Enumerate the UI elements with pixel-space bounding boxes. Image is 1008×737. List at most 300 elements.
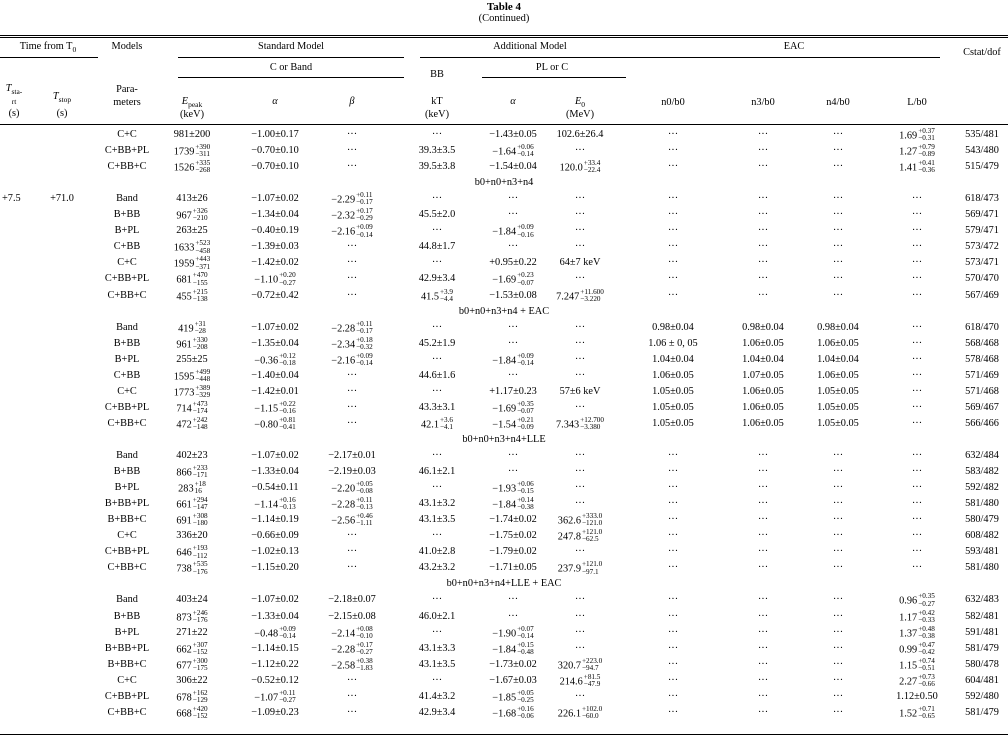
n3-value: 1.06±0.05 (742, 337, 784, 349)
beta-value: ··· (346, 129, 358, 140)
epeak-upper-error: +330 (192, 335, 208, 344)
epeak-lower-error: 16 (194, 487, 202, 496)
epeak-value: 967 (176, 210, 192, 222)
beta-upper-error: +0.17 (356, 207, 373, 216)
alpha2-value: −1.84 (492, 499, 517, 511)
e0-value: ··· (574, 546, 586, 558)
n0-value: 1.05±0.05 (652, 417, 694, 429)
cstat-value: 592/480 (965, 690, 999, 702)
e0-value: ··· (574, 594, 586, 606)
e0-lower-error: −97.1 (581, 567, 599, 576)
epeak-upper-error: +499 (195, 367, 211, 376)
alpha-upper-error: +0.20 (279, 271, 296, 280)
beta-header: β (349, 96, 355, 107)
beta-value: −2.17±0.01 (328, 450, 376, 461)
model-name: B+BB+PL (104, 642, 150, 654)
cell-cstat (902, 418, 1008, 430)
kt-value: ··· (431, 626, 443, 638)
n3-value: ··· (757, 594, 769, 606)
n3-value: ··· (757, 562, 769, 574)
kt-value: 42.9±3.4 (418, 273, 456, 285)
epeak-lower-error: −268 (195, 166, 211, 175)
lb0-value: 0.96 (899, 596, 918, 607)
n4-value: 1.05±0.05 (817, 385, 859, 397)
standard-model-rule (178, 57, 404, 58)
table-title: Table 4 (486, 1, 522, 13)
epeak-upper-error: +326 (192, 207, 208, 216)
n0-value: ··· (667, 514, 679, 526)
alpha2-value: −1.84 (492, 355, 517, 367)
epeak-value: 1633 (173, 242, 195, 254)
epeak-lower-error: −129 (192, 695, 208, 704)
cstat-value: 592/482 (965, 482, 999, 494)
n4-value: ··· (832, 193, 844, 205)
kt-value: 42.1 (420, 419, 439, 431)
cstat-value: 581/479 (965, 706, 999, 718)
beta-value: −2.16 (331, 355, 356, 367)
beta-value: ··· (346, 241, 358, 253)
table-subtitle: (Continued) (478, 13, 530, 24)
n0-value: ··· (667, 610, 679, 622)
beta-value: ··· (346, 690, 358, 702)
lb0-value: 1.69 (899, 130, 918, 142)
cell-cstat (902, 209, 1008, 221)
lb0-upper-error: +0.74 (918, 656, 935, 665)
beta-value: ··· (346, 385, 358, 397)
alpha2-lower-error: −0.07 (517, 407, 534, 416)
model-name: B+BB (113, 209, 141, 221)
cell-cstat (902, 672, 1008, 687)
kt-upper-error: +3.6 (439, 415, 454, 424)
cstat-value: 571/468 (965, 385, 999, 397)
n4-value: ··· (832, 161, 844, 173)
cell-cstat (902, 562, 1008, 574)
cell-cstat (902, 193, 1008, 205)
n3-value: ··· (757, 145, 769, 157)
kt-value: 45.2±1.9 (418, 337, 456, 349)
n0-value: ··· (667, 129, 679, 140)
kt-value: ··· (431, 530, 443, 542)
n0-value: 1.05±0.05 (652, 401, 694, 413)
e0-lower-error: −121.0 (581, 519, 603, 528)
alpha-lower-error: −0.18 (279, 358, 296, 367)
e0-value: ··· (574, 145, 586, 157)
alpha-value: −1.35±0.04 (251, 337, 299, 349)
lb0-upper-error: +0.48 (918, 624, 935, 633)
e0-value: ··· (574, 642, 586, 654)
cstat-header: Cstat/dof (963, 47, 1001, 58)
header-bottom-rule (0, 124, 1008, 125)
epeak-lower-error: −176 (192, 567, 208, 576)
epeak-lower-error: −174 (192, 407, 208, 416)
epeak-value: 1959 (173, 258, 195, 270)
n3-value: ··· (757, 241, 769, 253)
epeak-lower-error: −311 (195, 150, 210, 159)
e0-lower-error: −3.220 (580, 294, 601, 303)
cstat-value: 583/482 (965, 466, 999, 478)
epeak-value: 661 (176, 499, 192, 511)
epeak-lower-error: −152 (192, 647, 208, 656)
beta-upper-error: +0.46 (356, 512, 373, 521)
n4-value: 0.98±0.04 (817, 321, 859, 333)
e0-value: 57±6 keV (559, 385, 601, 397)
cell-cstat (902, 594, 1008, 606)
n3-value: ··· (757, 273, 769, 285)
epeak-upper-error: +470 (192, 271, 208, 280)
e0-value: ··· (574, 321, 586, 333)
alpha2-value: −1.79±0.02 (489, 546, 537, 558)
lb0-value: ··· (911, 482, 923, 494)
beta-lower-error: −0.17 (356, 198, 373, 207)
tstop-value: +71.0 (50, 193, 74, 205)
epeak-upper-error: +294 (192, 496, 208, 505)
lb0-value: ··· (911, 514, 923, 526)
alpha2-value: −1.93 (492, 483, 517, 495)
n0-value: ··· (667, 658, 679, 670)
epeak-upper-error: +335 (195, 159, 211, 168)
beta-lower-error: −0.27 (356, 647, 373, 656)
alpha-value: −0.72±0.42 (251, 289, 299, 301)
tstop-symbol: T (52, 91, 59, 102)
model-name: C+BB+C (107, 562, 147, 574)
model-name: C+BB (113, 241, 141, 253)
cstat-value: 580/478 (965, 658, 999, 670)
kt-value: 44.8±1.7 (418, 241, 456, 253)
beta-upper-error: +0.08 (356, 624, 373, 633)
n4-value: ··· (832, 289, 844, 301)
cstat-value: 569/467 (965, 401, 999, 413)
alpha2-upper-error: +0.07 (517, 624, 534, 633)
kt-upper-error: +3.9 (439, 287, 454, 296)
e0-subscript: 0 (581, 100, 586, 110)
n4-value: ··· (832, 658, 844, 670)
epeak-value: 413±26 (176, 193, 208, 205)
kt-value: ··· (431, 674, 443, 686)
epeak-value: 403±24 (176, 594, 208, 606)
n3-value: ··· (757, 498, 769, 510)
kt-value: ··· (431, 129, 443, 140)
epeak-upper-error: +246 (192, 608, 208, 617)
model-name: C+BB+PL (104, 546, 150, 558)
n4-value: ··· (832, 209, 844, 221)
epeak-upper-error: +193 (192, 544, 208, 553)
model-name: B+BB (113, 337, 141, 349)
alpha2-value: +1.17±0.23 (489, 385, 537, 397)
beta-value: −2.18±0.07 (328, 594, 376, 606)
lb0-lower-error: −0.36 (918, 166, 935, 175)
epeak-value: 981±200 (173, 129, 211, 140)
alpha-value: −0.52±0.12 (251, 674, 299, 686)
kt-value: 39.3±3.5 (418, 145, 456, 157)
cell-cstat (902, 225, 1008, 237)
lb0-lower-error: −0.27 (918, 599, 935, 608)
additional-model-header: Additional Model (493, 41, 567, 52)
alpha-value: −0.54±0.11 (251, 482, 299, 494)
tstart-value: +7.5 (2, 193, 21, 205)
alpha2-lower-error: −0.07 (517, 278, 534, 287)
n4-value: 1.05±0.05 (817, 401, 859, 413)
epeak-value: 866 (176, 467, 192, 479)
cell-cstat (902, 530, 1008, 542)
alpha-upper-error: +0.12 (279, 351, 296, 360)
lb0-value: ··· (911, 321, 923, 333)
n4-value: ··· (832, 241, 844, 253)
lb0-lower-error: −0.66 (918, 679, 935, 688)
epeak-value: 1526 (173, 162, 195, 174)
lb0-value: ··· (911, 209, 923, 221)
n0-value: 1.06±0.05 (652, 369, 694, 381)
tstop-unit: (s) (56, 108, 68, 119)
alpha-value: −1.07±0.02 (251, 594, 299, 606)
c-or-band-header: C or Band (269, 62, 313, 73)
n0-value: ··· (667, 642, 679, 654)
alpha2-value: −1.85 (492, 692, 517, 704)
epeak-upper-error: +307 (192, 640, 208, 649)
lb0-value: 1.37 (899, 628, 918, 640)
cstat-value: 578/468 (965, 353, 999, 365)
e0-value: ··· (574, 450, 586, 461)
lb0-value: 2.27 (899, 676, 918, 688)
n3b0-header: n3/b0 (751, 97, 775, 108)
n4-value: ··· (832, 482, 844, 494)
e0-value: ··· (574, 273, 586, 285)
lb0-value: 0.99 (899, 644, 918, 656)
e0-value: ··· (574, 337, 586, 349)
epeak-upper-error: +215 (192, 287, 208, 296)
lb0-upper-error: +0.71 (918, 704, 935, 713)
model-name: Band (116, 450, 138, 461)
beta-value: −2.15±0.08 (328, 610, 376, 622)
n0-value: ··· (667, 145, 679, 157)
n0-value: ··· (667, 273, 679, 285)
alpha2-value: −1.69 (492, 275, 517, 286)
alpha-value: −1.15 (254, 403, 279, 415)
epeak-lower-error: −28 (194, 326, 206, 335)
epeak-value: 662 (176, 644, 192, 656)
epeak-value: 678 (176, 692, 192, 704)
kt-value: 39.5±3.8 (418, 161, 456, 173)
n3-value: ··· (757, 626, 769, 638)
beta-value: −2.56 (331, 515, 356, 527)
lb0-upper-error: +0.42 (918, 608, 935, 617)
model-name: B+BB+PL (104, 498, 150, 510)
alpha-value: −1.14±0.15 (251, 642, 299, 654)
alpha-value: −1.40±0.04 (251, 369, 299, 381)
beta-value: −2.14 (331, 628, 356, 640)
cstat-value: 570/470 (965, 273, 999, 285)
cstat-value: 579/471 (965, 225, 999, 237)
kt-value: 42.9±3.4 (418, 706, 456, 718)
cell-cstat (902, 450, 1008, 462)
alpha-lower-error: −0.13 (279, 503, 296, 512)
beta-upper-error: +0.09 (356, 223, 373, 232)
n0-value: ··· (667, 450, 679, 461)
n0-value: ··· (667, 289, 679, 301)
e0-value: ··· (574, 369, 586, 381)
n0-value: ··· (667, 193, 679, 205)
time-group-rule (0, 57, 98, 58)
beta-lower-error: −0.32 (356, 342, 373, 351)
epeak-lower-error: −148 (192, 423, 208, 432)
cstat-value: 566/466 (965, 417, 999, 429)
cell-cstat (902, 129, 1008, 141)
n3-value: ··· (757, 514, 769, 526)
lb0-value: 1.41 (899, 162, 918, 174)
beta-lower-error: −0.14 (356, 358, 373, 367)
cell-cstat (902, 290, 1008, 302)
e0-value: 226.1 (557, 708, 581, 720)
n0-value: ··· (667, 594, 679, 606)
kt-lower-error: −4.4 (439, 294, 454, 303)
cstat-value: 515/479 (965, 161, 999, 173)
epeak-upper-error: +535 (192, 560, 208, 569)
beta-value: ··· (346, 706, 358, 718)
e0-value: ··· (574, 690, 586, 702)
model-name: C+BB+C (107, 289, 147, 301)
n4-value: ··· (832, 626, 844, 638)
alpha-lower-error: −0.14 (279, 631, 296, 640)
n3-value: 1.07±0.05 (742, 369, 784, 381)
alpha-value: −0.40±0.19 (251, 225, 299, 237)
alpha2-value: +0.95±0.22 (489, 257, 537, 269)
e0-value: ··· (574, 626, 586, 638)
standard-model-header: Standard Model (257, 41, 325, 52)
kt-header: kT (431, 96, 443, 107)
n3-value: ··· (757, 610, 769, 622)
n4-value: ··· (832, 546, 844, 558)
cstat-value: 580/479 (965, 514, 999, 526)
cstat-value: 581/480 (965, 562, 999, 574)
epeak-upper-error: +308 (192, 512, 208, 521)
kt-value: 45.5±2.0 (418, 209, 456, 221)
model-name: B+BB (113, 610, 141, 622)
n0-value: 0.98±0.04 (652, 321, 694, 333)
alpha-value: −1.10 (254, 275, 279, 286)
e0-value: 362.6 (557, 515, 581, 527)
cstat-value: 573/472 (965, 241, 999, 253)
n3-value: ··· (757, 530, 769, 542)
epeak-upper-error: +242 (192, 415, 208, 424)
n4b0-header: n4/b0 (826, 97, 850, 108)
epeak-value: 472 (176, 419, 192, 431)
n4-value: ··· (832, 129, 844, 140)
kt-value: ··· (431, 257, 443, 269)
epeak-value: 691 (176, 515, 192, 527)
cell-cstat (902, 273, 1008, 285)
kt-lower-error: −4.1 (439, 423, 454, 432)
lb0-value: ··· (911, 385, 923, 397)
beta-value: −2.28 (331, 499, 356, 511)
lb0-lower-error: −0.89 (918, 150, 935, 159)
epeak-value: 738 (176, 563, 192, 575)
alpha2-value: −1.54 (492, 419, 517, 431)
beta-lower-error: −0.10 (356, 631, 373, 640)
lb0-value: 1.15 (899, 660, 918, 672)
e0-value: 237.9 (557, 563, 581, 575)
epeak-upper-error: +473 (192, 399, 208, 408)
alpha2-lower-error: −0.14 (517, 358, 534, 367)
lb0-value: ··· (911, 241, 923, 253)
n0-value: ··· (667, 690, 679, 702)
cell-cstat (902, 386, 1008, 398)
alpha-value: −1.07±0.02 (251, 321, 299, 333)
epeak-lower-error: −371 (195, 262, 211, 271)
alpha2-value: −1.53±0.08 (489, 289, 537, 301)
e0-value: 102.6±26.4 (556, 129, 604, 140)
alpha2-upper-error: +0.15 (517, 640, 534, 649)
epeak-upper-error: +523 (195, 239, 211, 248)
beta-value: ··· (346, 417, 358, 429)
n0-value: ··· (667, 498, 679, 510)
tstop-subscript: stop (58, 95, 72, 105)
alpha-value: −0.66±0.09 (251, 530, 299, 542)
cell-cstat (902, 482, 1008, 494)
model-name: C+C (117, 385, 137, 397)
cell-cstat (902, 624, 1008, 639)
epeak-upper-error: +18 (194, 480, 206, 489)
e0-value: 7.247 (556, 291, 580, 303)
e0-symbol: E (574, 96, 582, 107)
kt-value: ··· (431, 385, 443, 397)
n0-value: ··· (667, 530, 679, 542)
n0-value: 1.06 ± 0, 05 (648, 337, 698, 349)
alpha2-upper-error: +0.06 (517, 480, 534, 489)
epeak-lower-error: −448 (195, 374, 211, 383)
beta-value: ··· (346, 530, 358, 542)
alpha2-upper-error: +0.14 (517, 496, 534, 505)
alpha-lower-error: −0.27 (279, 695, 296, 704)
beta-upper-error: +0.17 (356, 640, 373, 649)
lb0-value: ··· (911, 257, 923, 269)
alpha2-value: −1.68 (492, 708, 517, 720)
n3-value: ··· (757, 642, 769, 654)
lb0-value: ··· (911, 369, 923, 381)
model-name: C+C (117, 530, 137, 542)
model-name: B+PL (114, 626, 140, 638)
cell-cstat (902, 656, 1008, 671)
n0-value: 1.05±0.05 (652, 385, 694, 397)
kt-value: 41.0±2.8 (418, 546, 456, 558)
kt-value: 44.6±1.6 (418, 369, 456, 381)
e0-lower-error: −94.7 (581, 663, 599, 672)
alpha2-upper-error: +0.05 (517, 688, 534, 697)
n0-value: ··· (667, 209, 679, 221)
n4-value: ··· (832, 273, 844, 285)
e0-lower-error: −3.380 (580, 423, 601, 432)
n3-value: ··· (757, 129, 769, 140)
alpha2-lower-error: −0.14 (517, 150, 534, 159)
e0-upper-error: +333.0 (581, 512, 603, 521)
alpha2-value: ··· (507, 466, 519, 478)
n3-value: ··· (757, 546, 769, 558)
n3-value: ··· (757, 658, 769, 670)
alpha2-value: −1.84 (492, 226, 517, 238)
alpha2-value: −1.75±0.02 (489, 530, 537, 542)
beta-upper-error: +0.11 (356, 191, 373, 200)
epeak-lower-error: −208 (192, 342, 208, 351)
beta-value: ··· (346, 257, 358, 269)
alpha2-value: −1.43±0.05 (489, 129, 537, 140)
cstat-value: 591/481 (965, 626, 999, 638)
tstart-subscript-cont: rt (11, 97, 17, 106)
e0-lower-error: −47.9 (583, 679, 601, 688)
alpha-value: −1.00±0.17 (251, 129, 299, 140)
e0-value: ··· (574, 193, 586, 205)
top-rule-2 (0, 37, 1008, 38)
beta-value: ··· (346, 273, 358, 285)
alpha2-upper-error: +0.09 (517, 351, 534, 360)
beta-value: −2.20 (331, 483, 356, 495)
